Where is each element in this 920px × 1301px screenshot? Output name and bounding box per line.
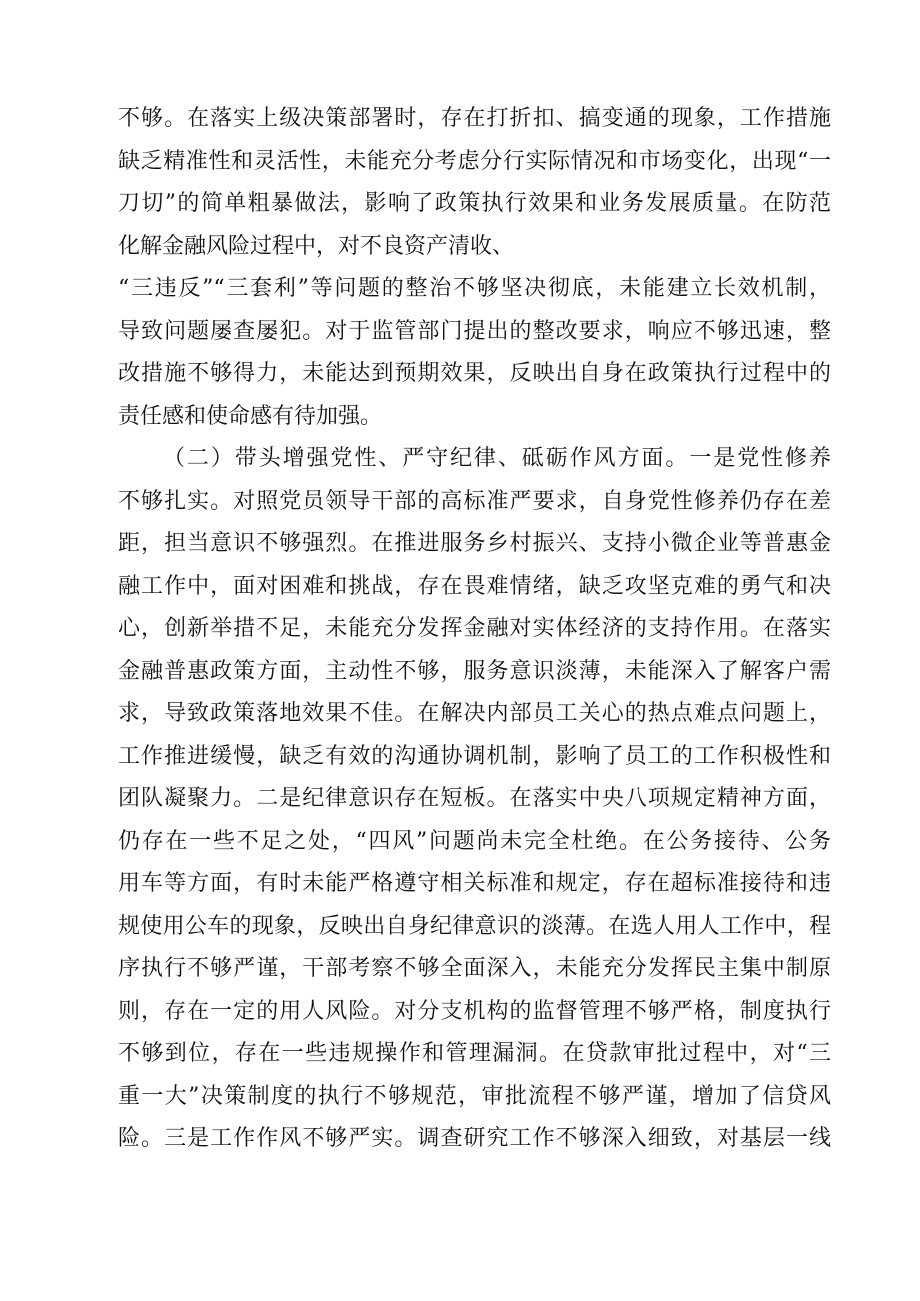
text-line: 化解金融风险过程中，对不良资产清收、 xyxy=(118,233,515,259)
text-line: 金融普惠政策方面，主动性不够，服务意识淡薄，未能深入了解客户需 xyxy=(118,658,831,684)
text-line: 规使用公车的现象，反映出自身纪律意识的淡薄。在选人用人工作中，程 xyxy=(118,913,831,939)
text-line: 用车等方面，有时未能严格遵守相关标准和规定，存在超标准接待和违 xyxy=(118,871,831,896)
text-line: 导致问题屡查屡犯。对于监管部门提出的整改要求，响应不够迅速，整 xyxy=(118,318,831,344)
text-line: “三违反”“三套利”等问题的整治不够坚决彻底，未能建立长效机制， xyxy=(118,276,831,301)
text-line: 距，担当意识不够强烈。在推进服务乡村振兴、支持小微企业等普惠金 xyxy=(118,531,831,556)
text-line: 团队凝聚力。二是纪律意识存在短板。在落实中央八项规定精神方面， xyxy=(118,786,831,811)
text-line: 重一大”决策制度的执行不够规范，审批流程不够严谨，增加了信贷风 xyxy=(118,1083,831,1109)
text-line: 求，导致政策落地效果不佳。在解决内部员工关心的热点难点问题上， xyxy=(118,701,831,726)
text-line: 缺乏精准性和灵活性，未能充分考虑分行实际情况和市场变化，出现“一 xyxy=(118,148,831,174)
text-line: 不够到位，存在一些违规操作和管理漏洞。在贷款审批过程中，对“三 xyxy=(118,1041,831,1066)
text-line: 改措施不够得力，未能达到预期效果，反映出自身在政策执行过程中的 xyxy=(118,361,831,386)
document-body xyxy=(0,98,920,1161)
text-line: 仍存在一些不足之处，“四风”问题尚未完全杜绝。在公务接待、公务 xyxy=(118,828,831,854)
text-line: 则，存在一定的用人风险。对分支机构的监督管理不够严格，制度执行 xyxy=(118,998,831,1024)
text-line: 融工作中，面对困难和挑战，存在畏难情绪，缺乏攻坚克难的勇气和决 xyxy=(118,573,831,599)
text-line: 工作推进缓慢，缺乏有效的沟通协调机制，影响了员工的工作积极性和 xyxy=(118,743,831,769)
section-heading-line: （二）带头增强党性、严守纪律、砥砺作风方面。一是党性修养 xyxy=(163,446,831,471)
text-line: 不够。在落实上级决策部署时，存在打折扣、搞变通的现象，工作措施 xyxy=(118,106,831,131)
text-line: 序执行不够严谨，干部考察不够全面深入，未能充分发挥民主集中制原 xyxy=(118,956,831,981)
text-line: 心，创新举措不足，未能充分发挥金融对实体经济的支持作用。在落实 xyxy=(118,616,831,641)
text-line: 险。三是工作作风不够严实。调查研究工作不够深入细致，对基层一线 xyxy=(118,1126,831,1151)
text-line: 不够扎实。对照党员领导干部的高标准严要求，自身党性修养仍存在差 xyxy=(118,488,831,514)
text-line: 责任感和使命感有待加强。 xyxy=(118,403,383,429)
text-line: 刀切”的简单粗暴做法，影响了政策执行效果和业务发展质量。在防范 xyxy=(118,191,831,216)
